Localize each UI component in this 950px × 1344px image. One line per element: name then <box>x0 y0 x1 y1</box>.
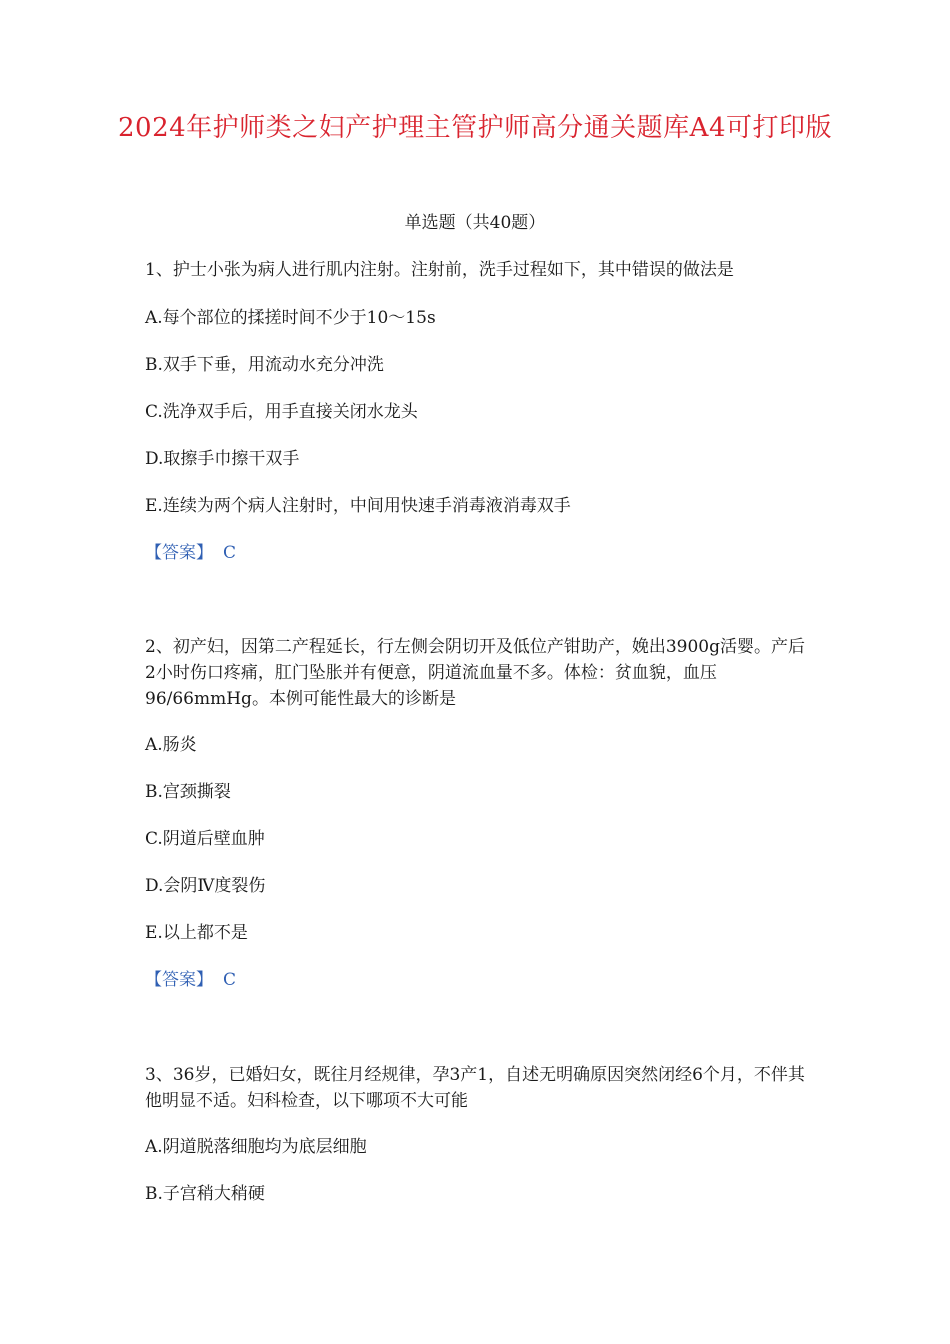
question-2-option-b: B.宫颈撕裂 <box>145 782 231 802</box>
answer-label: 【答案】 <box>145 970 213 990</box>
question-2-option-a: A.肠炎 <box>145 735 197 755</box>
answer-label: 【答案】 <box>145 543 213 563</box>
question-1-answer <box>145 541 236 565</box>
question-2-stem: 2、初产妇，因第二产程延长，行左侧会阴切开及低位产钳助产，娩出3900g活婴。产后2小时伤口疼痛，肛门坠胀并有便意，阴道流血量不多。体检：贫血貌，血压96/66mmHg。本例可能性最大的诊断是 <box>145 637 805 709</box>
question-1-option-c: C.洗净双手后，用手直接关闭水龙头 <box>145 402 418 422</box>
answer-value: C <box>223 970 237 990</box>
answer-value: C <box>223 543 237 563</box>
question-2-option-e: E.以上都不是 <box>145 923 248 943</box>
question-1-stem: 1、护士小张为病人进行肌内注射。注射前，洗手过程如下，其中错误的做法是 <box>145 260 734 280</box>
question-1-option-d: D.取擦手巾擦干双手 <box>145 449 300 469</box>
question-2-option-c: C.阴道后壁血肿 <box>145 829 265 849</box>
question-2-option-d: D.会阴Ⅳ度裂伤 <box>145 876 266 896</box>
section-heading: 单选题（共40题） <box>404 213 546 233</box>
question-3-stem: 3、36岁，已婚妇女，既往月经规律，孕3产1，自述无明确原因突然闭经6个月，不伴其他明显不适。妇科检查，以下哪项不大可能 <box>145 1065 805 1111</box>
question-3-option-a: A.阴道脱落细胞均为底层细胞 <box>145 1137 367 1157</box>
question-1-option-e: E.连续为两个病人注射时，中间用快速手消毒液消毒双手 <box>145 496 571 516</box>
question-3-option-b: B.子宫稍大稍硬 <box>145 1184 265 1204</box>
question-1-option-b: B.双手下垂，用流动水充分冲洗 <box>145 355 384 375</box>
document-title: 2024年护师类之妇产护理主管护师高分通关题库A4可打印版 <box>118 113 832 143</box>
question-2-answer <box>145 968 236 992</box>
question-1-option-a: A.每个部位的揉搓时间不少于10～15s <box>145 308 436 328</box>
